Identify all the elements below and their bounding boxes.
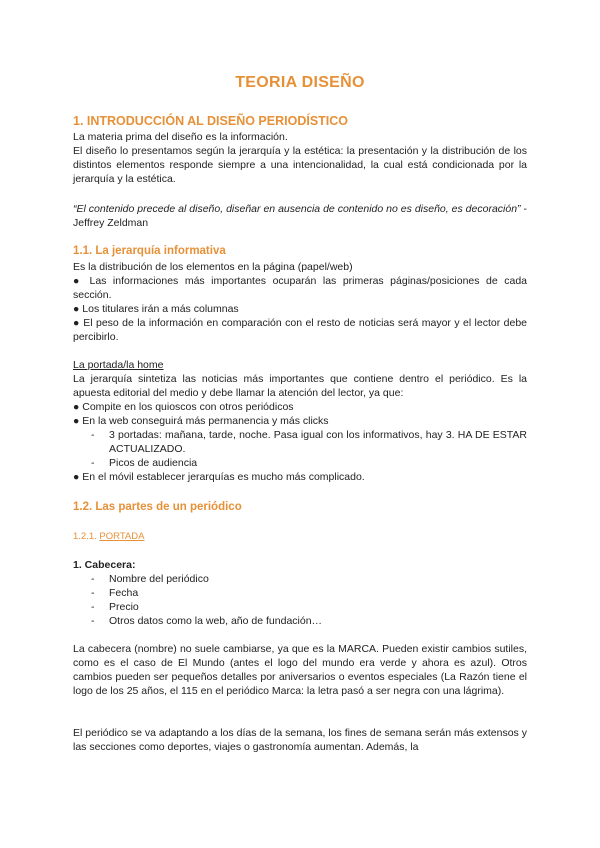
section-1-heading: 1. INTRODUCCIÓN AL DISEÑO PERIODÍSTICO [73, 114, 349, 128]
bullet-item: ● Compite en los quioscos con otros periódicos [73, 401, 294, 413]
list-item: - Precio [73, 600, 527, 614]
document-title: TEORIA DISEÑO [235, 74, 365, 91]
bullet-item: ● Los titulares irán a más columnas [73, 303, 239, 315]
paragraph: La cabecera (nombre) no suele cambiarse, ya que es la MARCA. Pueden existir cambios sutiles, como es el caso de El Mundo (antes el logo del mundo era verde y ahora es azul). Otros cambios pueden ser pequeños detalles por aniversarios o eventos especiales (La Razón tiene el logo de los 25 años, el 115 en el periódico Marca: la letra pasó a ser negra con una lágrima). [73, 643, 527, 697]
cabecera-block [73, 558, 527, 628]
quote-author: -Jeffrey Zeldman [73, 203, 527, 229]
section-1-1 [73, 244, 527, 344]
section-1-1-heading: 1.1. La jerarquía informativa [73, 245, 226, 257]
dash-item: - 3 portadas: mañana, tarde, noche. Pasa igual con los informativos, hay 3. HA DE ESTAR ACTUALIZADO. [73, 428, 527, 456]
list-item: - Otros datos como la web, año de fundación… [73, 614, 527, 628]
bullet-item: ● En el móvil establecer jerarquías es mucho más complicado. [73, 471, 365, 483]
quote-block [73, 202, 527, 230]
paragraph: El periódico se va adaptando a los días de la semana, los fines de semana serán más extensos y las secciones como deportes, viajes o gastronomía aumentan. Además, la [73, 727, 527, 753]
cabecera-paragraph [73, 642, 527, 698]
paragraph: El diseño lo presentamos según la jerarquía y la estética: la presentación y la distribución de los distintos elementos responde siempre a una intencionalidad, la cual está condicionada por la jerarquía y la estética. [73, 145, 527, 185]
section-1-2 [73, 500, 527, 514]
bullet-item: ● En la web conseguirá más permanencia y más clicks [73, 415, 329, 427]
subsection-title: La portada/la home [73, 359, 164, 371]
cabecera-title: 1. Cabecera: [73, 559, 136, 571]
paragraph: Es la distribución de los elementos en la página (papel/web) [73, 261, 353, 273]
weekday-paragraph [73, 726, 527, 754]
paragraph: La jerarquía sintetiza las noticias más importantes que contiene dentro el periódico. Es la apuesta editorial del medio y debe llamar la atención del lector, ya que: [73, 373, 527, 399]
list-item: - Fecha [73, 586, 527, 600]
portada-subsection [73, 358, 527, 484]
subsection-number: 1.2.1. [73, 531, 100, 542]
section-1-2-heading: 1.2. Las partes de un periódico [73, 501, 242, 513]
list-item: - Nombre del periódico [73, 572, 527, 586]
bullet-item: ● Las informaciones más importantes ocuparán las primeras páginas/posiciones de cada sección. [73, 275, 527, 301]
bullet-item: ● El peso de la información en comparación con el resto de noticias será mayor y el lector debe percibirlo. [73, 317, 527, 343]
paragraph: La materia prima del diseño es la información. [73, 131, 288, 143]
dash-item: - Picos de audiencia [73, 456, 527, 470]
subsection-label: PORTADA [99, 531, 145, 542]
subsection-1-2-1 [73, 530, 527, 544]
section-1 [73, 114, 527, 186]
quote-text: “El contenido precede al diseño, diseñar en ausencia de contenido no es diseño, es decoración” [73, 203, 521, 215]
